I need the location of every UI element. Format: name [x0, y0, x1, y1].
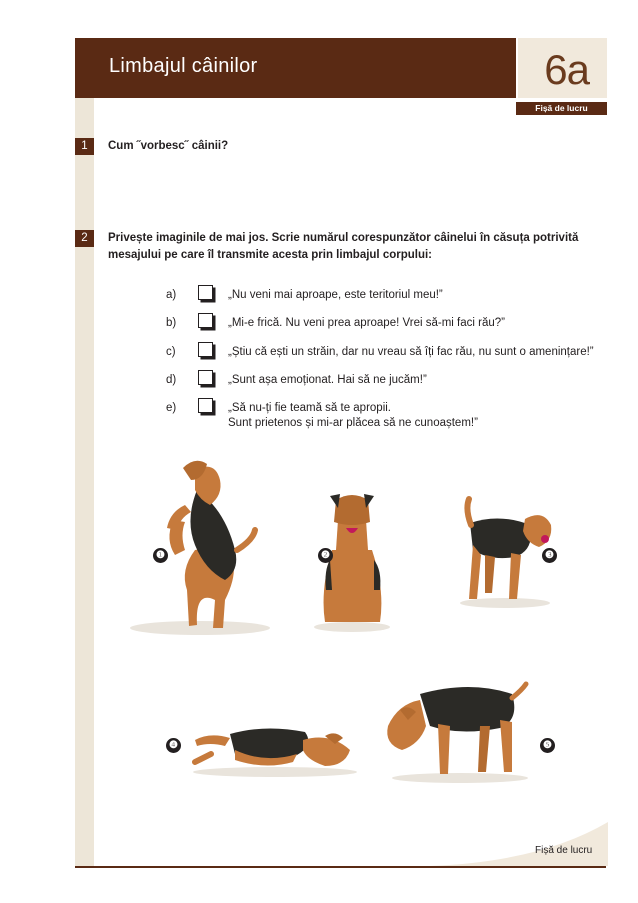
- dog-1-image: [125, 450, 275, 640]
- option-message-line-2: Sunt prietenos și mi-ar plăcea să ne cunoaștem!”: [228, 417, 478, 429]
- option-label: a): [166, 289, 177, 301]
- instruction-line-1: Privește imaginile de mai jos. Scrie numărul corespunzător câinelui în căsuța potrivită: [108, 232, 579, 244]
- option-label: d): [166, 374, 177, 386]
- dog-number-5: ❺: [540, 738, 555, 753]
- answer-checkbox-c[interactable]: [198, 342, 213, 357]
- answer-checkbox-a[interactable]: [198, 285, 213, 300]
- option-message: „Sunt așa emoționat. Hai să ne jucăm!”: [228, 374, 427, 386]
- sheet-label: Fișă de lucru: [516, 102, 607, 115]
- option-message: „Mi-e frică. Nu veni prea aproape! Vrei să-mi faci rău?”: [228, 317, 505, 329]
- dog-3-image: [455, 495, 555, 610]
- dog-number-3: ❸: [542, 548, 557, 563]
- sheet-number: 6a: [544, 46, 589, 93]
- dog-number-1: ❶: [153, 548, 168, 563]
- option-message: [228, 401, 478, 431]
- sheet-badge: [516, 38, 607, 98]
- dog-number-4: ❹: [166, 738, 181, 753]
- answer-checkbox-b[interactable]: [198, 313, 213, 328]
- page-title: Limbajul câinilor: [109, 55, 258, 77]
- dog-4-image: [185, 710, 360, 780]
- option-message: „Nu veni mai aproape, este teritoriul meu!”: [228, 289, 443, 301]
- option-label: c): [166, 346, 176, 358]
- answer-checkbox-e[interactable]: [198, 398, 213, 413]
- footer-label: Fișă de lucru: [535, 845, 593, 856]
- option-message-line-1: „Să nu-ți fie teamă să te apropii.: [228, 402, 391, 414]
- exercise-1-question: Cum ˝vorbesc˝ câinii?: [108, 140, 229, 152]
- dog-number-2: ❷: [318, 548, 333, 563]
- exercise-2-instruction: [108, 230, 578, 264]
- option-message: „Știu că ești un străin, dar nu vreau să îți fac rău, nu sunt o amenințare!”: [228, 346, 594, 358]
- footer-decoration: [430, 820, 610, 868]
- option-label: b): [166, 317, 177, 329]
- side-strip: [75, 97, 94, 867]
- answer-checkbox-d[interactable]: [198, 370, 213, 385]
- footer-rule: [75, 866, 606, 868]
- exercise-number-2: 2: [75, 230, 94, 247]
- instruction-line-2: mesajului pe care îl transmite acesta prin limbajul corpului:: [108, 249, 433, 261]
- dog-5-image: [380, 680, 530, 785]
- exercise-number-1: 1: [75, 138, 94, 155]
- option-label: e): [166, 402, 177, 414]
